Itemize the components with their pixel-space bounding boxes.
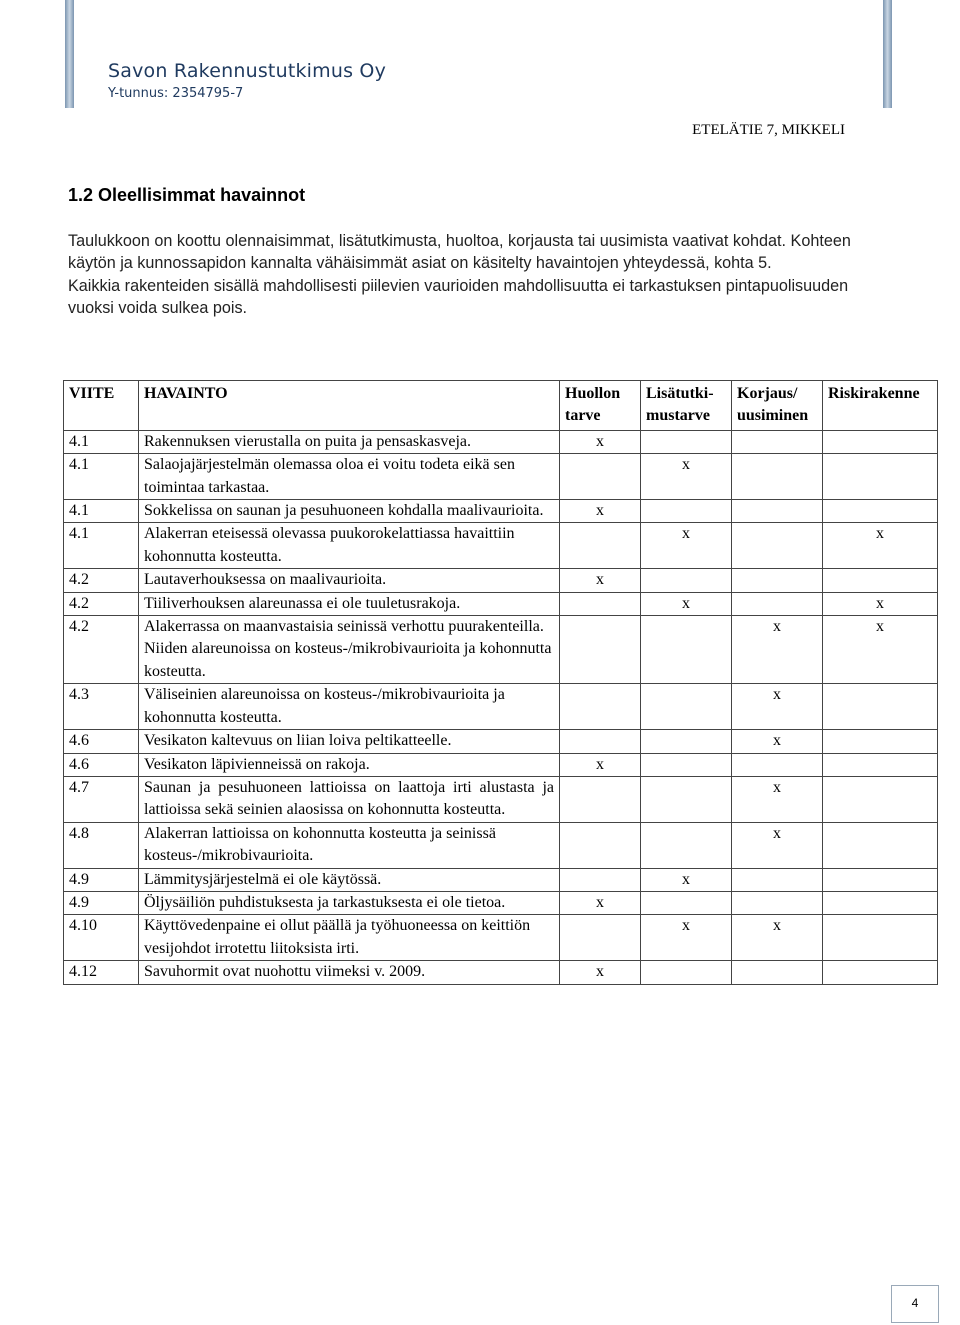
row-observation: Väliseinien alareunoissa on kosteus-/mikrobivaurioita ja kohonnutta kosteutta.	[139, 684, 560, 730]
table-row	[64, 430, 938, 453]
table-row	[64, 915, 938, 961]
row-observation: Rakennuksen vierustalla on puita ja pensaskasveja.	[139, 430, 560, 453]
row-ref: 4.1	[64, 500, 139, 523]
row-riski-mark: x	[823, 592, 938, 615]
row-observation: Salaojajärjestelmän olemassa oloa ei voitu todeta eikä sen toimintaa tarkastaa.	[139, 454, 560, 500]
header-riski: Riskirakenne	[823, 381, 938, 431]
row-korjaus-mark	[732, 454, 823, 500]
row-korjaus-mark: x	[732, 730, 823, 753]
table-row	[64, 891, 938, 914]
row-lisatutkimus-mark	[641, 430, 732, 453]
intro-text	[68, 230, 888, 320]
row-huolto-mark	[560, 523, 641, 569]
row-riski-mark	[823, 891, 938, 914]
row-ref: 4.6	[64, 730, 139, 753]
row-huolto-mark	[560, 868, 641, 891]
table-row	[64, 500, 938, 523]
row-ref: 4.2	[64, 569, 139, 592]
observations-table	[63, 380, 938, 985]
row-korjaus-mark: x	[732, 616, 823, 684]
business-id: Y-tunnus: 2354795-7	[108, 86, 244, 101]
row-riski-mark	[823, 822, 938, 868]
header-ref: VIITE	[64, 381, 139, 431]
row-riski-mark	[823, 730, 938, 753]
row-riski-mark	[823, 569, 938, 592]
row-ref: 4.12	[64, 961, 139, 984]
section-title: 1.2 Oleellisimmat havainnot	[68, 185, 306, 205]
row-ref: 4.9	[64, 891, 139, 914]
row-riski-mark	[823, 753, 938, 776]
row-korjaus-mark	[732, 753, 823, 776]
row-huolto-mark	[560, 592, 641, 615]
row-lisatutkimus-mark	[641, 891, 732, 914]
row-lisatutkimus-mark	[641, 616, 732, 684]
row-huolto-mark	[560, 730, 641, 753]
row-ref: 4.1	[64, 430, 139, 453]
table-row	[64, 616, 938, 684]
row-huolto-mark	[560, 776, 641, 822]
row-lisatutkimus-mark: x	[641, 592, 732, 615]
row-riski-mark: x	[823, 523, 938, 569]
row-observation: Alakerran lattioissa on kohonnutta kosteutta ja seinissä kosteus-/mikrobivaurioita.	[139, 822, 560, 868]
row-korjaus-mark: x	[732, 915, 823, 961]
row-riski-mark	[823, 500, 938, 523]
row-riski-mark	[823, 868, 938, 891]
table-row	[64, 776, 938, 822]
row-korjaus-mark	[732, 500, 823, 523]
table-row	[64, 592, 938, 615]
row-ref: 4.2	[64, 592, 139, 615]
row-korjaus-mark	[732, 891, 823, 914]
row-observation: Alakerrassa on maanvastaisia seinissä verhottu puurakenteilla. Niiden alareunoissa on kosteus-/mikrobivaurioita ja kohonnutta kosteutta.	[139, 616, 560, 684]
row-lisatutkimus-mark	[641, 569, 732, 592]
row-huolto-mark: x	[560, 569, 641, 592]
row-ref: 4.1	[64, 454, 139, 500]
row-korjaus-mark: x	[732, 822, 823, 868]
table-row	[64, 753, 938, 776]
row-observation: Vesikaton kaltevuus on liian loiva peltikatteelle.	[139, 730, 560, 753]
row-lisatutkimus-mark: x	[641, 454, 732, 500]
row-huolto-mark: x	[560, 891, 641, 914]
row-korjaus-mark	[732, 961, 823, 984]
row-lisatutkimus-mark	[641, 500, 732, 523]
row-korjaus-mark	[732, 430, 823, 453]
row-ref: 4.10	[64, 915, 139, 961]
row-lisatutkimus-mark: x	[641, 523, 732, 569]
table-row	[64, 454, 938, 500]
company-name: Savon Rakennustutkimus Oy	[108, 60, 387, 82]
row-observation: Tiiliverhouksen alareunassa ei ole tuuletusrakoja.	[139, 592, 560, 615]
row-lisatutkimus-mark	[641, 822, 732, 868]
row-lisatutkimus-mark: x	[641, 915, 732, 961]
row-observation: Käyttövedenpaine ei ollut päällä ja työhuoneessa on keittiön vesijohdot irrotettu liitoksista irti.	[139, 915, 560, 961]
row-korjaus-mark: x	[732, 684, 823, 730]
row-huolto-mark	[560, 454, 641, 500]
row-korjaus-mark	[732, 868, 823, 891]
row-huolto-mark	[560, 684, 641, 730]
row-korjaus-mark	[732, 523, 823, 569]
row-ref: 4.2	[64, 616, 139, 684]
row-huolto-mark: x	[560, 753, 641, 776]
row-observation: Vesikaton läpivienneissä on rakoja.	[139, 753, 560, 776]
row-lisatutkimus-mark	[641, 730, 732, 753]
row-riski-mark	[823, 454, 938, 500]
row-huolto-mark: x	[560, 430, 641, 453]
row-observation: Öljysäiliön puhdistuksesta ja tarkastuksesta ei ole tietoa.	[139, 891, 560, 914]
row-riski-mark	[823, 430, 938, 453]
table-header-row	[64, 381, 938, 431]
row-ref: 4.7	[64, 776, 139, 822]
row-lisatutkimus-mark	[641, 753, 732, 776]
row-huolto-mark: x	[560, 961, 641, 984]
row-ref: 4.8	[64, 822, 139, 868]
row-observation: Lautaverhouksessa on maalivaurioita.	[139, 569, 560, 592]
row-riski-mark	[823, 684, 938, 730]
row-riski-mark	[823, 915, 938, 961]
row-huolto-mark	[560, 822, 641, 868]
row-korjaus-mark: x	[732, 776, 823, 822]
intro-paragraph-2: Kaikkia rakenteiden sisällä mahdollisesti piilevien vaurioiden mahdollisuutta ei tarkastuksen pintapuolisuuden vuoksi voida sulkea pois.	[68, 276, 849, 318]
row-huolto-mark: x	[560, 500, 641, 523]
row-riski-mark	[823, 961, 938, 984]
table-row	[64, 684, 938, 730]
row-huolto-mark	[560, 915, 641, 961]
header-observation: HAVAINTO	[139, 381, 560, 431]
intro-paragraph-1: Taulukkoon on koottu olennaisimmat, lisätutkimusta, huoltoa, korjausta tai uusimista vaativat kohdat. Kohteen käytön ja kunnossapidon kannalta vähäisimmät asiat on käsitelty havaintojen yhteydessä, kohta 5.	[68, 232, 851, 273]
row-lisatutkimus-mark: x	[641, 868, 732, 891]
row-lisatutkimus-mark	[641, 776, 732, 822]
row-observation: Saunan ja pesuhuoneen lattioissa on laattoja irti alustasta ja lattioissa sekä seinien alaosissa on kohonnutta kosteutta.	[139, 776, 560, 822]
row-ref: 4.3	[64, 684, 139, 730]
row-observation: Alakerran eteisessä olevassa puukorokelattiassa havaittiin kohonnutta kosteutta.	[139, 523, 560, 569]
table-row	[64, 961, 938, 984]
row-riski-mark	[823, 776, 938, 822]
row-ref: 4.1	[64, 523, 139, 569]
table-row	[64, 523, 938, 569]
table-row	[64, 730, 938, 753]
row-observation: Sokkelissa on saunan ja pesuhuoneen kohdalla maalivaurioita.	[139, 500, 560, 523]
row-korjaus-mark	[732, 592, 823, 615]
row-lisatutkimus-mark	[641, 961, 732, 984]
table-body	[64, 430, 938, 984]
header-decor-bar-right	[883, 0, 892, 108]
row-observation: Lämmitysjärjestelmä ei ole käytössä.	[139, 868, 560, 891]
page-number: 4	[891, 1285, 939, 1323]
page-header	[0, 0, 960, 110]
row-korjaus-mark	[732, 569, 823, 592]
row-ref: 4.6	[64, 753, 139, 776]
header-lisatutkimus: Lisätutki-mustarve	[641, 381, 732, 431]
header-decor-bar-left	[65, 0, 74, 108]
header-huolto: Huollon tarve	[560, 381, 641, 431]
row-observation: Savuhormit ovat nuohottu viimeksi v. 2009.	[139, 961, 560, 984]
table-row	[64, 868, 938, 891]
row-lisatutkimus-mark	[641, 684, 732, 730]
row-riski-mark: x	[823, 616, 938, 684]
header-korjaus: Korjaus/ uusiminen	[732, 381, 823, 431]
row-huolto-mark	[560, 616, 641, 684]
property-address: ETELÄTIE 7, MIKKELI	[692, 122, 845, 138]
row-ref: 4.9	[64, 868, 139, 891]
table-row	[64, 822, 938, 868]
table-row	[64, 569, 938, 592]
